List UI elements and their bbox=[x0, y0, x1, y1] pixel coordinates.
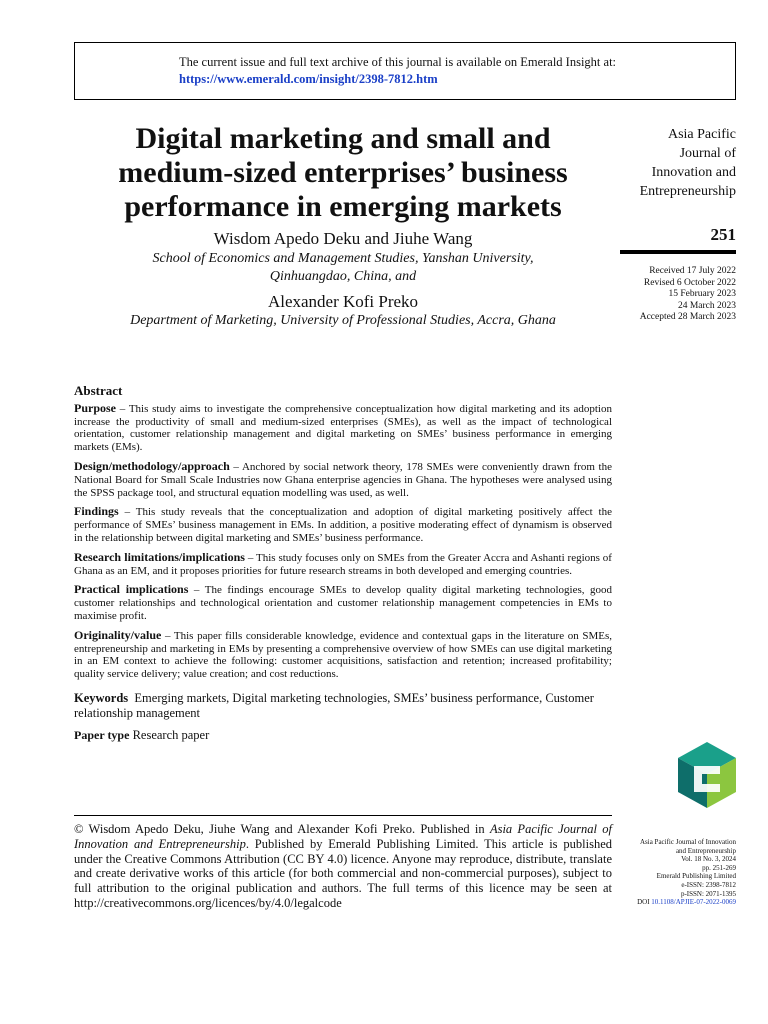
meta-line: e-ISSN: 2398-7812 bbox=[681, 880, 736, 889]
section-dash: – bbox=[244, 551, 257, 564]
date-line: 24 March 2023 bbox=[677, 300, 736, 311]
date-line: Revised 6 October 2022 bbox=[643, 277, 736, 288]
journal-name bbox=[620, 125, 736, 201]
abstract-limitations bbox=[74, 551, 612, 578]
section-label: Design/methodology/approach bbox=[74, 458, 230, 473]
journal-name-line: Asia Pacific bbox=[667, 127, 736, 142]
page-number: 251 bbox=[710, 225, 736, 244]
abstract-section bbox=[74, 385, 612, 742]
journal-name-line: Entrepreneurship bbox=[639, 184, 736, 199]
section-text: This study reveals that the conceptualization and adoption of digital marketing positively affect the performance of SMEs’ business management in EMs. In addition, a positive moderating effect of dynamism is observed in the relationship between digital marketing and SMEs’ business performance. bbox=[74, 506, 612, 544]
abstract-originality bbox=[74, 629, 612, 681]
date-line: 15 February 2023 bbox=[668, 289, 736, 299]
paper-type-label: Paper type bbox=[74, 727, 130, 742]
section-label: Research limitations/implications bbox=[74, 549, 245, 564]
license-journal-title: Asia Pacific Journal of Innovation and Entrepreneurship bbox=[74, 822, 612, 851]
journal-url-link[interactable]: https://www.emerald.com/insight/2398-7812.htm bbox=[179, 72, 438, 86]
sidebar-divider bbox=[620, 250, 736, 254]
archive-banner bbox=[74, 42, 736, 100]
title-line: medium-sized enterprises’ business bbox=[118, 156, 568, 189]
article-title bbox=[74, 122, 612, 224]
submission-dates bbox=[620, 266, 736, 324]
doi-label: DOI bbox=[637, 898, 650, 907]
license-text bbox=[74, 822, 612, 911]
abstract-findings bbox=[74, 505, 612, 544]
title-line: Digital marketing and small and bbox=[135, 122, 551, 155]
journal-metadata bbox=[620, 838, 736, 907]
journal-name-line: Innovation and bbox=[651, 165, 736, 180]
license-part1: © Wisdom Apedo Deku, Jiuhe Wang and Alexander Kofi Preko. Published in bbox=[74, 822, 490, 836]
meta-line: pp. 251-269 bbox=[702, 863, 736, 872]
section-dash: – bbox=[161, 629, 174, 642]
doi-line bbox=[620, 898, 736, 907]
section-label: Practical implications bbox=[74, 582, 189, 597]
section-text: Anchored by social network theory, 178 SMEs were conveniently drawn from the National Board for Small Scale Industries now Ghana enterprise agencies in Ghana. The hypotheses were analysed using the SPSS package tool, and structural equation modelling was used, as well. bbox=[74, 460, 612, 499]
meta-line: Asia Pacific Journal of Innovation bbox=[639, 838, 736, 846]
section-dash: – bbox=[229, 460, 242, 473]
abstract-purpose bbox=[74, 402, 612, 454]
abstract-practical bbox=[74, 583, 612, 622]
date-line: Accepted 28 March 2023 bbox=[639, 312, 736, 322]
section-label: Purpose bbox=[74, 400, 116, 415]
date-line: Received 17 July 2022 bbox=[649, 266, 736, 276]
section-dash: – bbox=[188, 584, 205, 597]
abstract-design bbox=[74, 460, 612, 499]
author-secondary: Alexander Kofi Preko bbox=[267, 292, 419, 311]
keywords bbox=[74, 691, 612, 721]
section-label: Findings bbox=[74, 504, 119, 519]
section-text: The findings encourage SMEs to develop quality digital marketing technologies, good customer relationships and technological orientation and customer relationship management competencies in EMs to maximise profit. bbox=[74, 584, 612, 622]
license-part2: . Published by Emerald Publishing Limited. This article is published under the Creative Commons Attribution (CC BY 4.0) licence. Anyone may reproduce, distribute, translate and create derivative works of this article (for both commercial and non-commercial purposes), subject to full attribution to the original publication and authors. The full terms of this licence may be seen at http://creativecommons.org/licences/by/4.0/legalcode bbox=[74, 836, 612, 910]
meta-line: p-ISSN: 2071-1395 bbox=[680, 889, 736, 898]
section-text: This paper fills considerable knowledge, evidence and contextual gaps in the literature on SMEs, entrepreneurship and marketing in EMs by presenting a comprehensive overview of how SMEs can use digital marketing in an EM context to achieve the following: customer acquisitions, satisfaction and retention; increased profitability; quality service delivery; value creation; and cost reductions. bbox=[74, 629, 613, 681]
keywords-label: Keywords bbox=[74, 690, 129, 705]
journal-name-line: Journal of bbox=[679, 146, 736, 161]
doi-link[interactable]: 10.1108/APJIE-07-2022-0069 bbox=[651, 898, 736, 907]
keywords-text: Emerging markets, Digital marketing technologies, SMEs’ business performance, Customer relationship management bbox=[74, 690, 594, 720]
affiliation-ups: Department of Marketing, University of Professional Studies, Accra, Ghana bbox=[130, 313, 556, 328]
section-text: This study focuses only on SMEs from the Greater Accra and Ashanti regions of Ghana as an EM, and it proposes priorities for future research streams in both developed and emerging countries. bbox=[74, 551, 612, 577]
banner-text: The current issue and full text archive of this journal is available on Emerald Insight at: bbox=[179, 55, 617, 69]
emerald-cube-logo-icon bbox=[676, 740, 738, 810]
title-line: performance in emerging markets bbox=[124, 190, 562, 223]
affiliation-line: School of Economics and Management Studies, Yanshan University, bbox=[152, 251, 534, 266]
section-dash: – bbox=[116, 402, 129, 415]
meta-line: Vol. 18 No. 3, 2024 bbox=[681, 855, 736, 864]
abstract-heading: Abstract bbox=[74, 383, 123, 398]
affiliation-yanshan bbox=[100, 250, 586, 286]
section-dash: – bbox=[118, 506, 136, 519]
meta-line: Emerald Publishing Limited bbox=[656, 872, 736, 881]
paper-type bbox=[74, 729, 612, 742]
meta-line: and Entrepreneurship bbox=[675, 846, 736, 855]
section-label: Originality/value bbox=[74, 627, 162, 642]
paper-type-text: Research paper bbox=[132, 727, 210, 742]
license-divider bbox=[74, 815, 612, 816]
affiliation-line: Qinhuangdao, China, and bbox=[269, 269, 417, 284]
authors-primary: Wisdom Apedo Deku and Jiuhe Wang bbox=[213, 229, 473, 248]
section-text: This study aims to investigate the comprehensive conceptualization how digital marketing and its adoption increase the productivity of small and medium-sized enterprises (SMEs), as well as the impact of technological orientation, customer relationship management and digital marketing on SMEs’ business performance in emerging markets (EMs). bbox=[74, 402, 612, 454]
